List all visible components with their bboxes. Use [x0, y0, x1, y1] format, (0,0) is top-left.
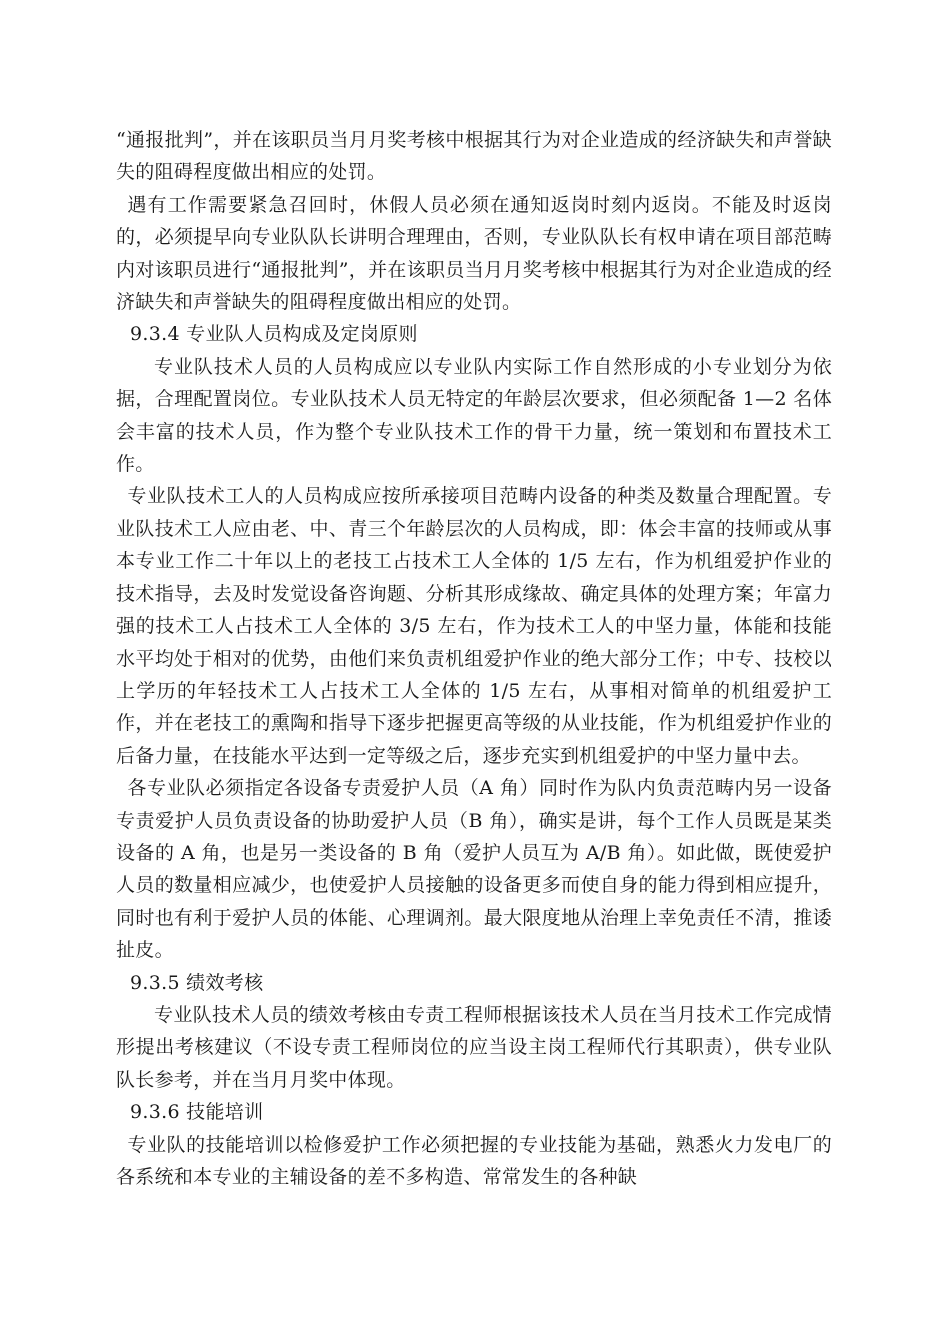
paragraph-skills-training: 专业队的技能培训以检修爱护工作必须把握的专业技能为基础，熟悉火力发电厂的各系统和本专业的主辅设备的差不多构造、常常发生的各种缺 — [116, 1133, 832, 1188]
section-heading-9-3-4: 9.3.4 专业队人员构成及定岗原则 — [130, 323, 418, 346]
document-body — [116, 124, 832, 1193]
paragraph-technical-workers-composition: 专业队技术工人的人员构成应按所承接项目范畴内设备的种类及数量合理配置。专业队技术工人应由老、中、青三个年龄层次的人员构成，即：体会丰富的技师或从事本专业工作二十年以上的老技工占技术工人全体的 1/5 左右，作为机组爱护作业的技术指导，去及时发觉设备咨询题、分析其形成缘故、确定具体的处理方案；年富力强的技术工人占技术工人全体的 3/5 左右，作为技术工人的中坚力量，体能和技能水平均处于相对的优势，由他们来负责机组爱护作业的绝大部分工作；中专、技校以上学历的年轻技术工人占技术工人全体的 1/5 左右，从事相对简单的机组爱护工作，并在老技工的熏陶和指导下逐步把握更高等级的从业技能，作为机组爱护作业的后备力量，在技能水平达到一定等级之后，逐步充实到机组爱护的中坚力量中去。 — [116, 485, 832, 767]
section-heading-9-3-6: 9.3.6 技能培训 — [130, 1101, 264, 1124]
paragraph-performance-assessment: 专业队技术人员的绩效考核由专责工程师根据该技术人员在当月技术工作完成情形提出考核建议（不设专责工程师岗位的应当设主岗工程师代行其职责），供专业队队长参考，并在当月月奖中体现。 — [116, 1003, 832, 1091]
paragraph-penalty-continuation: “通报批判”，并在该职员当月月奖考核中根据其行为对企业造成的经济缺失和声誉缺失的阻碍程度做出相应的处罚。 — [116, 129, 832, 184]
paragraph-recall-rule: 遇有工作需要紧急召回时，休假人员必须在通知返岗时刻内返岗。不能及时返岗的，必须提早向专业队队长讲明合理理由，否则，专业队队长有权申请在项目部范畴内对该职员进行“通报批判”，并在该职员当月月奖考核中根据其行为对企业造成的经济缺失和声誉缺失的阻碍程度做出相应的处罚。 — [116, 193, 832, 314]
paragraph-technical-staff-composition: 专业队技术人员的人员构成应以专业队内实际工作自然形成的小专业划分为依据，合理配置岗位。专业队技术人员无特定的年龄层次要求，但必须配备 1—2 名体会丰富的技术人员，作为整个专业队技术工作的骨干力量，统一策划和布置技术工作。 — [116, 355, 832, 476]
paragraph-ab-role-assignment: 各专业队必须指定各设备专责爱护人员（A 角）同时作为队内负责范畴内另一设备专责爱护人员负责设备的协助爱护人员（B 角），确实是讲，每个工作人员既是某类设备的 A 角，也是另一类设备的 B 角（爱护人员互为 A/B 角）。如此做，既使爱护人员的数量相应减少，也使爱护人员接触的设备更多而使自身的能力得到相应提升，同时也有利于爱护人员的体能、心理调剂。最大限度地从治理上幸免责任不清，推诿扯皮。 — [116, 777, 832, 962]
section-heading-9-3-5: 9.3.5 绩效考核 — [130, 971, 264, 994]
